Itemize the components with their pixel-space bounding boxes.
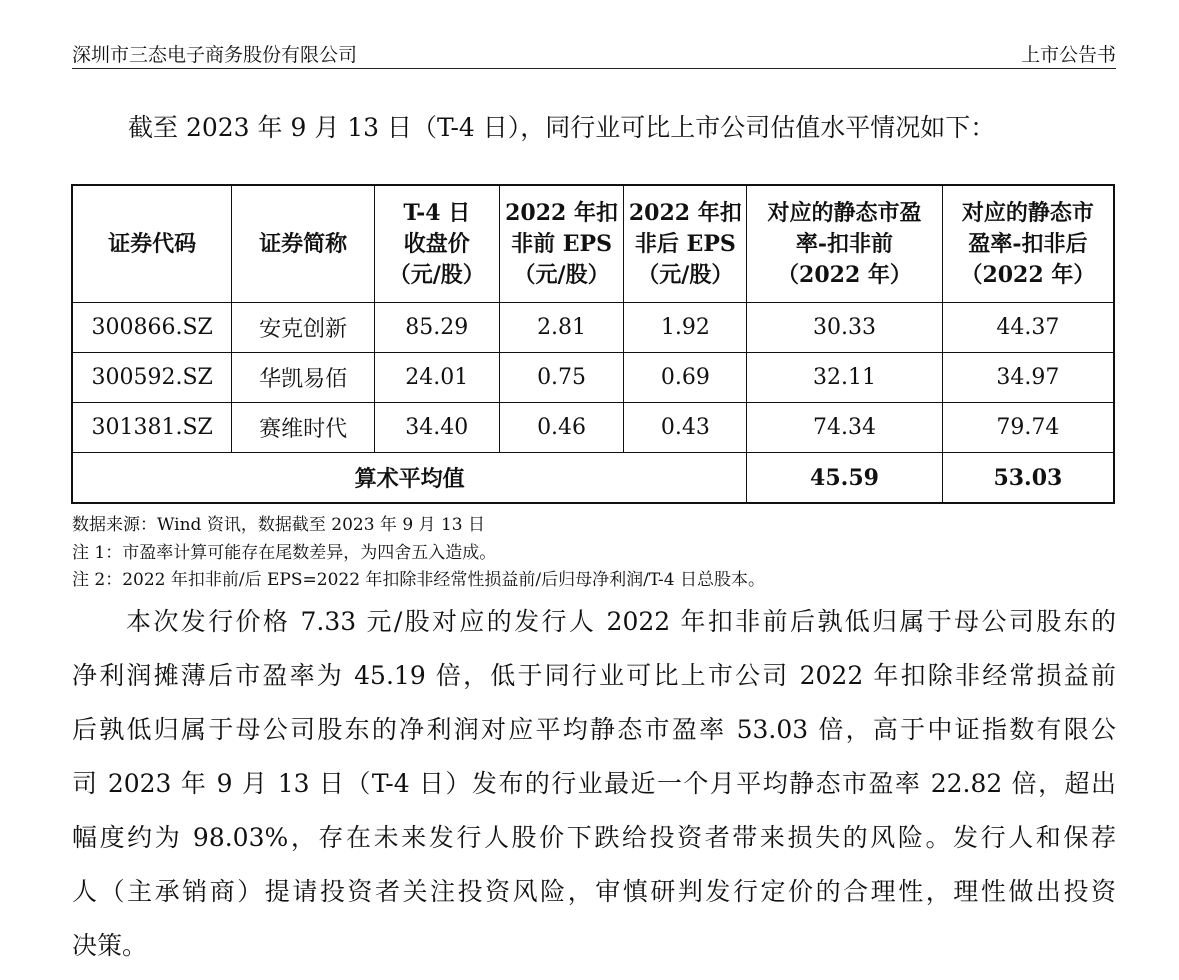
security-name: 赛维时代 [232, 403, 375, 453]
col-header-eps-after: 2022 年扣 非后 EPS （元/股） [624, 185, 747, 303]
paragraph-line: 净利润摊薄后市盈率为 45.19 倍，低于同行业可比上市公司 2022 年扣除非经常损益前 [72, 661, 1116, 690]
security-code: 300866.SZ [72, 303, 232, 353]
paragraph-line: 司 2023 年 9 月 13 日（T-4 日）发布的行业最近一个月平均静态市盈率 22.82 倍，超出 [72, 769, 1116, 798]
data-source-note: 数据来源：Wind 资讯，数据截至 2023 年 9 月 13 日 [72, 515, 485, 535]
pe-after: 79.74 [942, 403, 1114, 453]
page-header [72, 34, 1116, 69]
security-code: 300592.SZ [72, 353, 232, 403]
security-name: 华凯易佰 [232, 353, 375, 403]
eps-before: 2.81 [499, 303, 624, 353]
col-header-close-price: T-4 日 收盘价 （元/股） [374, 185, 499, 303]
security-code: 301381.SZ [72, 403, 232, 453]
footnote-2: 注 2：2022 年扣非前/后 EPS=2022 年扣除非经常性损益前/后归母净利润/T-4 日总股本。 [72, 570, 765, 590]
footnote-1: 注 1：市盈率计算可能存在尾数差异，为四舍五入造成。 [72, 543, 497, 563]
valuation-table [71, 184, 1115, 504]
average-pe-after: 53.03 [942, 453, 1114, 504]
col-header-eps-before: 2022 年扣 非前 EPS （元/股） [499, 185, 624, 303]
table-row [72, 403, 1114, 453]
pe-before: 30.33 [747, 303, 943, 353]
paragraph-line: 决策。 [72, 931, 148, 960]
pe-before: 32.11 [747, 353, 943, 403]
table-header-row [72, 185, 1114, 303]
close-price: 24.01 [374, 353, 499, 403]
table-row [72, 353, 1114, 403]
pe-before: 74.34 [747, 403, 943, 453]
eps-after: 1.92 [624, 303, 747, 353]
eps-before: 0.75 [499, 353, 624, 403]
paragraph-line: 人（主承销商）提请投资者关注投资风险，审慎研判发行定价的合理性，理性做出投资 [72, 877, 1116, 906]
table-row [72, 303, 1114, 353]
pe-after: 34.97 [942, 353, 1114, 403]
close-price: 34.40 [374, 403, 499, 453]
eps-after: 0.69 [624, 353, 747, 403]
security-name: 安克创新 [232, 303, 375, 353]
col-header-code: 证券代码 [72, 185, 232, 303]
col-header-pe-before: 对应的静态市盈 率-扣非前 （2022 年） [747, 185, 943, 303]
intro-sentence: 截至 2023 年 9 月 13 日（T-4 日），同行业可比上市公司估值水平情况如下： [128, 113, 996, 142]
paragraph-line: 本次发行价格 7.33 元/股对应的发行人 2022 年扣非前后孰低归属于母公司股东的 [126, 607, 1116, 636]
average-pe-before: 45.59 [747, 453, 943, 504]
paragraph-line: 幅度约为 98.03%，存在未来发行人股价下跌给投资者带来损失的风险。发行人和保荐 [72, 823, 1116, 852]
document-type: 上市公告书 [1020, 44, 1116, 66]
col-header-pe-after: 对应的静态市 盈率-扣非后 （2022 年） [942, 185, 1114, 303]
eps-before: 0.46 [499, 403, 624, 453]
paragraph-line: 后孰低归属于母公司股东的净利润对应平均静态市盈率 53.03 倍，高于中证指数有限公 [72, 715, 1116, 744]
average-label: 算术平均值 [72, 453, 747, 504]
pe-after: 44.37 [942, 303, 1114, 353]
eps-after: 0.43 [624, 403, 747, 453]
average-row [72, 453, 1114, 504]
col-header-name: 证券简称 [232, 185, 375, 303]
body-paragraph [72, 595, 1116, 973]
close-price: 85.29 [374, 303, 499, 353]
company-name: 深圳市三态电子商务股份有限公司 [72, 44, 358, 66]
